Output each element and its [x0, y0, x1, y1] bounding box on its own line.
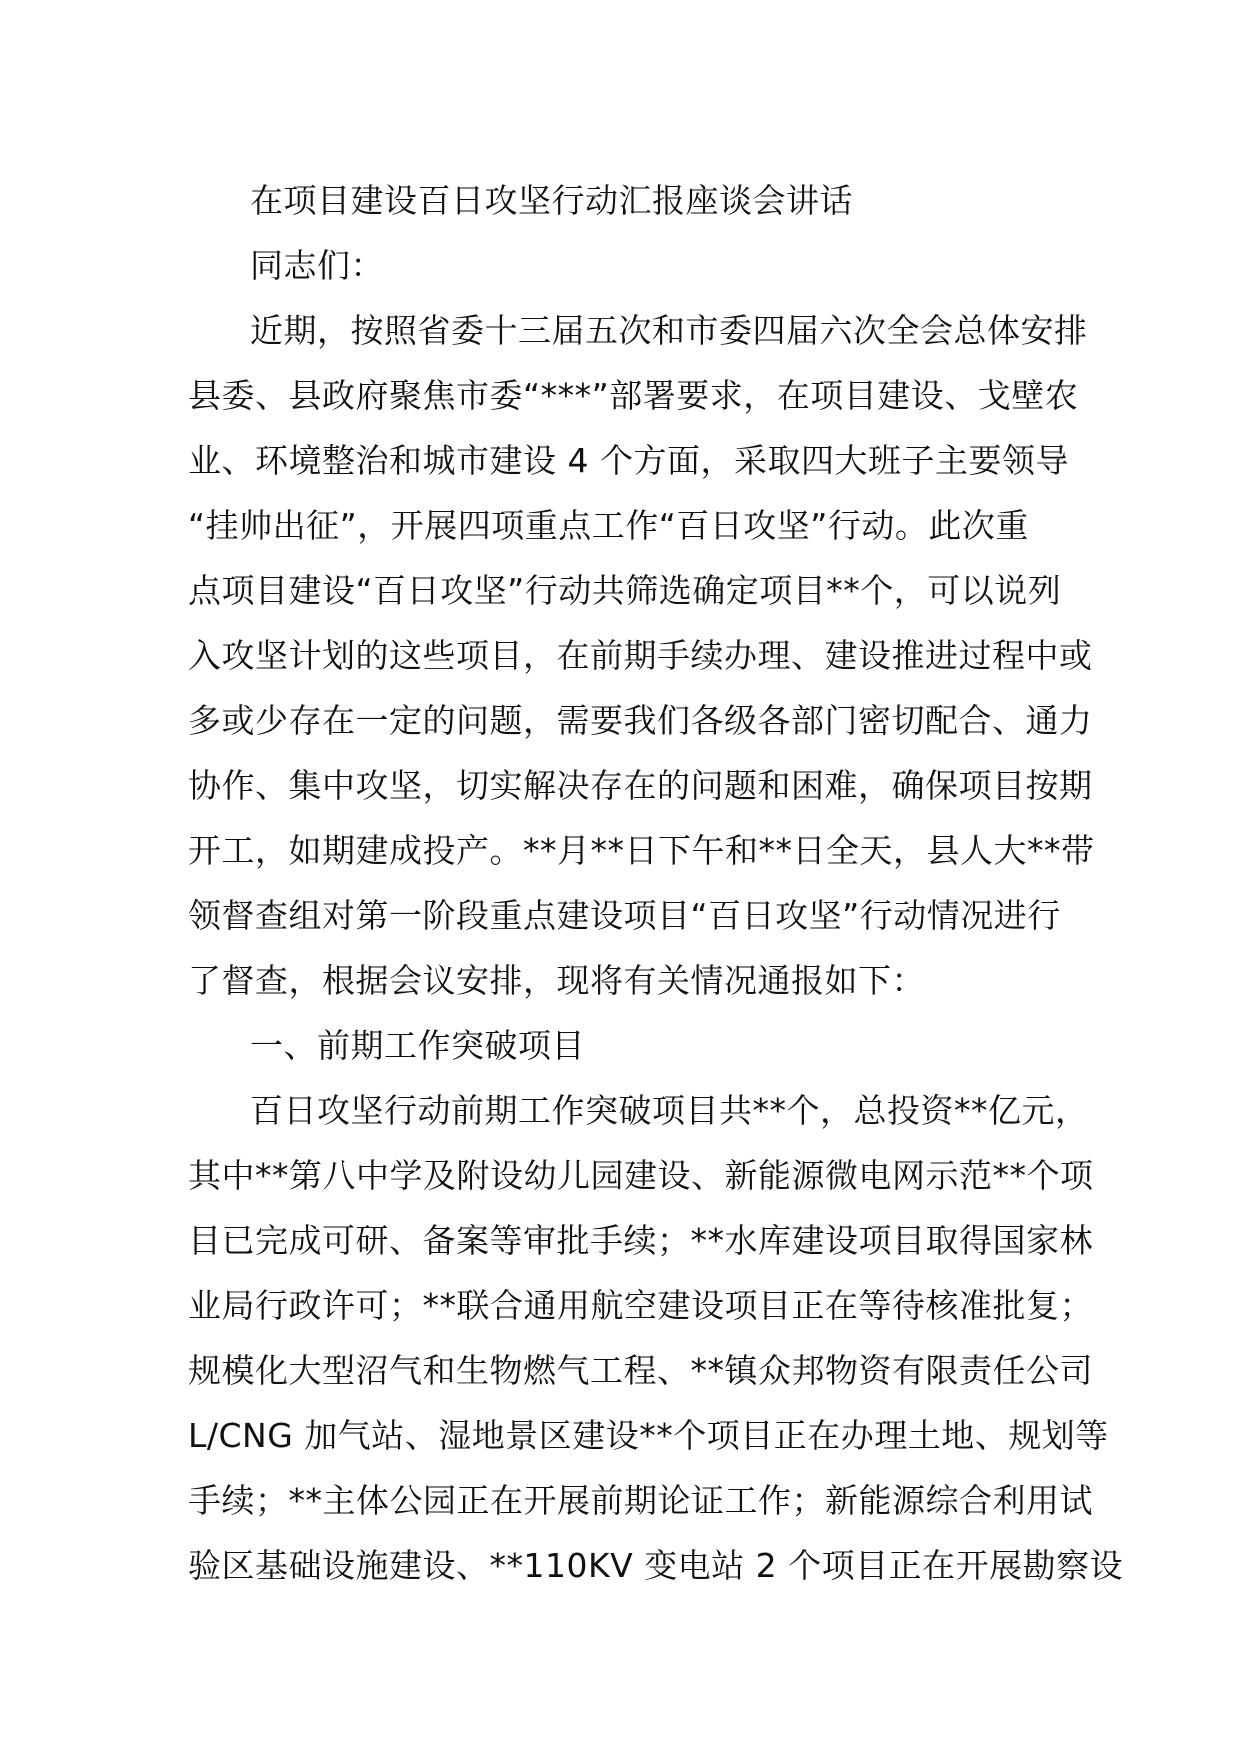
- document-title: 在项目建设百日攻坚行动汇报座谈会讲话: [250, 181, 853, 220]
- paragraph-line: 验区基础设施建设、**110KV 变电站 2 个项目正在开展勘察设: [188, 1546, 1124, 1585]
- paragraph-line: 多或少存在一定的问题，需要我们各级各部门密切配合、通力: [188, 701, 1093, 740]
- paragraph-line: 入攻坚计划的这些项目，在前期手续办理、建设推进过程中或: [188, 636, 1093, 675]
- paragraph-line: 手续；**主体公园正在开展前期论证工作；新能源综合利用试: [188, 1481, 1093, 1520]
- paragraph-line: 近期，按照省委十三届五次和市委四届六次全会总体安排: [250, 311, 1088, 350]
- paragraph-line: 了督查，根据会议安排，现将有关情况通报如下：: [188, 961, 925, 1000]
- paragraph-line: 其中**第八中学及附设幼儿园建设、新能源微电网示范**个项: [188, 1156, 1094, 1195]
- paragraph-line: 业、环境整治和城市建设 4 个方面，采取四大班子主要领导: [188, 441, 1069, 480]
- document-body: [188, 168, 1124, 1598]
- paragraph-line: 业局行政许可；**联合通用航空建设项目正在等待核准批复；: [188, 1286, 1093, 1325]
- paragraph-line: 目已完成可研、备案等审批手续；**水库建设项目取得国家林: [188, 1221, 1093, 1260]
- paragraph-line: 开工，如期建成投产。**月**日下午和**日全天，县人大**带: [188, 831, 1095, 870]
- paragraph-line: 规模化大型沼气和生物燃气工程、**镇众邦物资有限责任公司: [188, 1351, 1093, 1390]
- section-heading: 一、前期工作突破项目: [250, 1026, 585, 1065]
- paragraph-line: L/CNG 加气站、湿地景区建设**个项目正在办理土地、规划等: [188, 1416, 1109, 1455]
- paragraph-line: “挂帅出征”，开展四项重点工作“百日攻坚”行动。此次重: [188, 506, 1029, 545]
- paragraph-line: 点项目建设“百日攻坚”行动共筛选确定项目**个，可以说列: [188, 571, 1062, 610]
- paragraph-line: 百日攻坚行动前期工作突破项目共**个，总投资**亿元，: [250, 1091, 1089, 1130]
- paragraph-line: 领督查组对第一阶段重点建设项目“百日攻坚”行动情况进行: [188, 896, 1061, 935]
- greeting: 同志们：: [250, 246, 384, 285]
- paragraph-line: 协作、集中攻坚，切实解决存在的问题和困难，确保项目按期: [188, 766, 1093, 805]
- paragraph-line: 县委、县政府聚焦市委“***”部署要求，在项目建设、戈壁农: [188, 376, 1079, 415]
